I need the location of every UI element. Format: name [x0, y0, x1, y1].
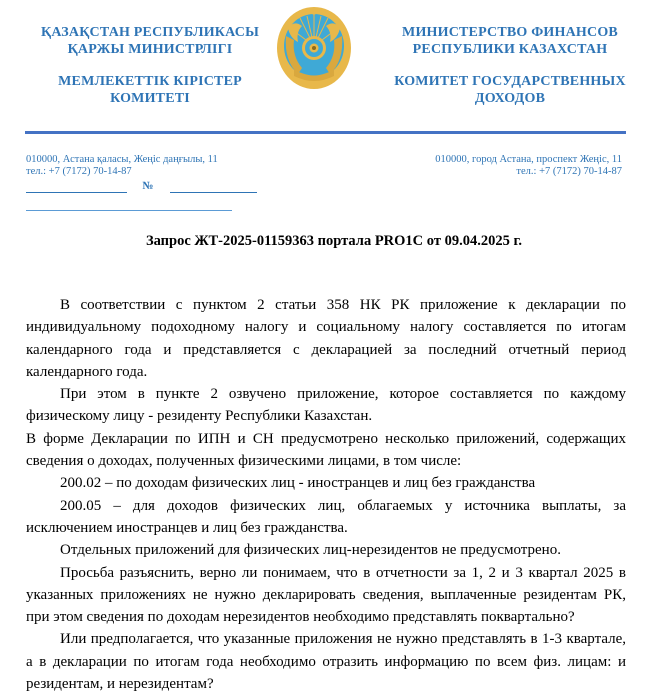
document-title: Запрос ЖТ-2025-01159363 портала PRO1C от 09.04.2025 г. [145, 233, 523, 249]
registration-number-field [26, 180, 232, 194]
right-org-line1: МИНИСТЕРСТВО ФИНАНСОВ [402, 25, 618, 40]
list-item: 200.02 – по доходам физических лиц - иностранцев и лиц без гражданства [60, 475, 536, 492]
document-body [26, 294, 626, 695]
list-item: 200.05 – для доходов физических лиц, облагаемых у источника выплаты, за исключением иностранцев и лиц без гражданства. [26, 497, 626, 536]
right-org-line2: РЕСПУБЛИКИ КАЗАХСТАН [412, 42, 608, 57]
paragraph: Или предполагается, что указанные приложения не нужно представлять в 1-3 квартале, а в декларации по итогам года необходимо отразить информацию по всем физ. лицам: и резидентам, и нерезидентам? [26, 631, 626, 693]
paragraph: В форме Декларации по ИПН и СН предусмотрено несколько приложений, содержащих сведения о доходах, полученных физическими лицами, в том числе: [26, 430, 626, 470]
date-blank-line [26, 192, 127, 193]
paragraph: В соответствии с пунктом 2 статьи 358 НК РК приложение к декларации по индивидуальному подоходному налогу и социальному налогу составляется по итогам календарного года и представляется с декларацией за последний отчетный период календарного года. [26, 297, 626, 380]
right-phone: тел.: +7 (7172) 70-14-87 [516, 166, 622, 177]
left-dept-line2: КОМИТЕТІ [110, 91, 190, 106]
left-address-block [26, 154, 218, 178]
number-sign: № [142, 180, 154, 192]
state-emblem-icon [276, 6, 352, 90]
left-org-line2: ҚАРЖЫ МИНИСТРЛІГІ [67, 42, 233, 57]
left-dept-line1: МЕМЛЕКЕТТІК КІРІСТЕР [58, 74, 242, 89]
letterhead-right-org [390, 24, 630, 58]
number-blank-line [170, 192, 257, 193]
letterhead-left-dept [30, 73, 270, 107]
paragraph: Отдельных приложений для физических лиц-нерезидентов не предусмотрено. [60, 542, 561, 559]
right-address-block [435, 154, 622, 178]
right-dept-line2: ДОХОДОВ [474, 91, 546, 106]
svg-text:✦: ✦ [311, 13, 317, 18]
left-address: 010000, Астана қаласы, Жеңіс даңғылы, 11 [26, 154, 218, 165]
left-phone: тел.: +7 (7172) 70-14-87 [26, 166, 132, 177]
paragraph: При этом в пункте 2 озвучено приложение, которое составляется по каждому физическому лицу - резиденту Республики Казахстан. [26, 386, 626, 425]
right-dept-line1: КОМИТЕТ ГОСУДАРСТВЕННЫХ [394, 74, 626, 89]
left-org-line1: ҚАЗАҚСТАН РЕСПУБЛИКАСЫ [40, 25, 260, 40]
secondary-blank-line [26, 210, 232, 211]
letterhead-divider [25, 131, 626, 134]
letterhead-right-dept [390, 73, 630, 107]
letterhead-left-org [30, 24, 270, 58]
paragraph: Просьба разъяснить, верно ли понимаем, что в отчетности за 1, 2 и 3 квартал 2025 в указанных приложениях не нужно декларировать сведения, выплаченные резидентам РК, при этом сведения по доходам нерезидентов необходимо представлять поквартально? [26, 564, 626, 626]
right-address: 010000, город Астана, проспект Жеңіс, 11 [435, 154, 622, 165]
